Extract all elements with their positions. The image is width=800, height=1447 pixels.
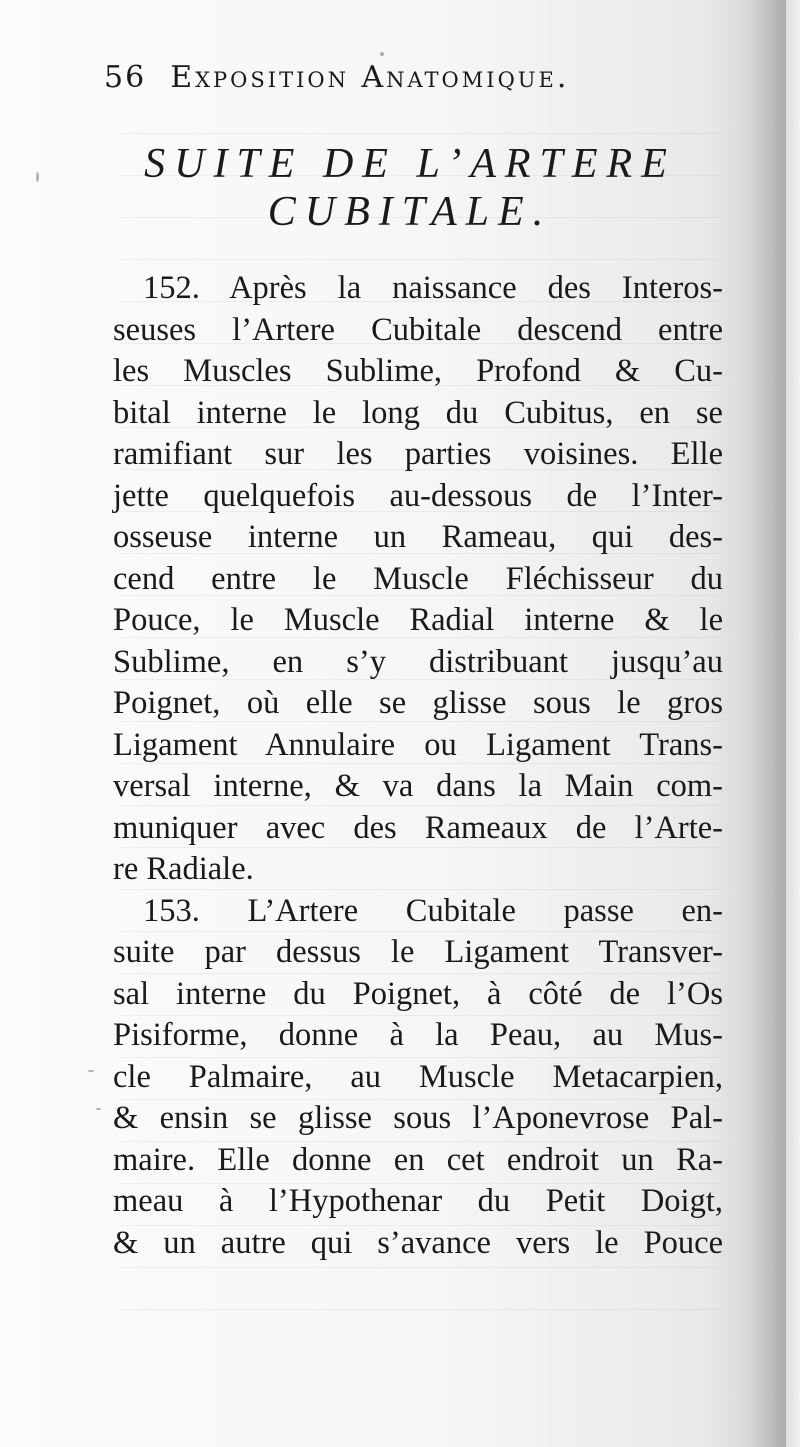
paragraph-152: [113, 268, 723, 891]
text-line: maire. Elle donne en cet endroit un Ra-: [113, 1141, 723, 1178]
running-head: [104, 60, 664, 104]
text-line: sal interne du Poignet, à côté de l’Os: [113, 975, 723, 1012]
text-line: 152. Après la naissance des Interos-: [143, 270, 723, 306]
text-line: cle Palmaire, au Muscle Metacarpien,: [113, 1058, 723, 1095]
section-title-line-1: SUITE DE L’ARTERE: [144, 141, 676, 187]
text-line: Pisiforme, donne à la Peau, au Mus-: [113, 1017, 723, 1053]
paragraph-153: [113, 891, 723, 1265]
ink-speck: [88, 1070, 94, 1072]
text-line: 153. L’Artere Cubitale passe en-: [143, 892, 723, 929]
text-line: jette quelquefois au-dessous de l’Inter-: [113, 477, 723, 514]
text-line: Pouce, le Muscle Radial interne & le: [113, 602, 723, 638]
text-line: & un autre qui s’avance vers le Pouce: [113, 1224, 723, 1261]
text-line: Sublime, en s’y distribuant jusqu’au: [113, 643, 723, 680]
running-title: Exposition Anatomique.: [170, 60, 570, 95]
text-line: osseuse interne un Rameau, qui des-: [113, 519, 723, 555]
ink-speck: [36, 172, 39, 182]
text-line: muniquer avec des Rameaux de l’Arte-: [113, 809, 723, 846]
text-line: cend entre le Muscle Fléchisseur du: [113, 560, 723, 597]
text-line: meau à l’Hypothenar du Petit Doigt,: [113, 1183, 723, 1219]
text-line: Ligament Annulaire ou Ligament Trans-: [113, 726, 723, 763]
text-line: Poignet, où elle se glisse sous le gros: [113, 685, 723, 721]
text-line: suite par dessus le Ligament Transver-: [113, 934, 723, 970]
text-line: & ensin se glisse sous l’Aponevrose Pal-: [113, 1100, 723, 1136]
ink-speck: [96, 1108, 101, 1110]
ink-speck: [380, 52, 384, 56]
text-line: seuses l’Artere Cubitale descend entre: [113, 311, 723, 348]
text-line: bital interne le long du Cubitus, en se: [113, 394, 723, 431]
text-line: versal interne, & va dans la Main com-: [113, 768, 723, 804]
text-line: les Muscles Sublime, Profond & Cu-: [113, 353, 723, 389]
section-title-line-2: CUBITALE.: [267, 189, 553, 235]
page-number: 56: [104, 60, 147, 95]
text-line: re Radiale.: [113, 851, 254, 887]
gutter-shadow: [746, 0, 786, 1447]
body-text: [113, 268, 723, 1264]
text-line: ramifiant sur les parties voisines. Elle: [113, 436, 723, 472]
section-title: [100, 140, 720, 236]
